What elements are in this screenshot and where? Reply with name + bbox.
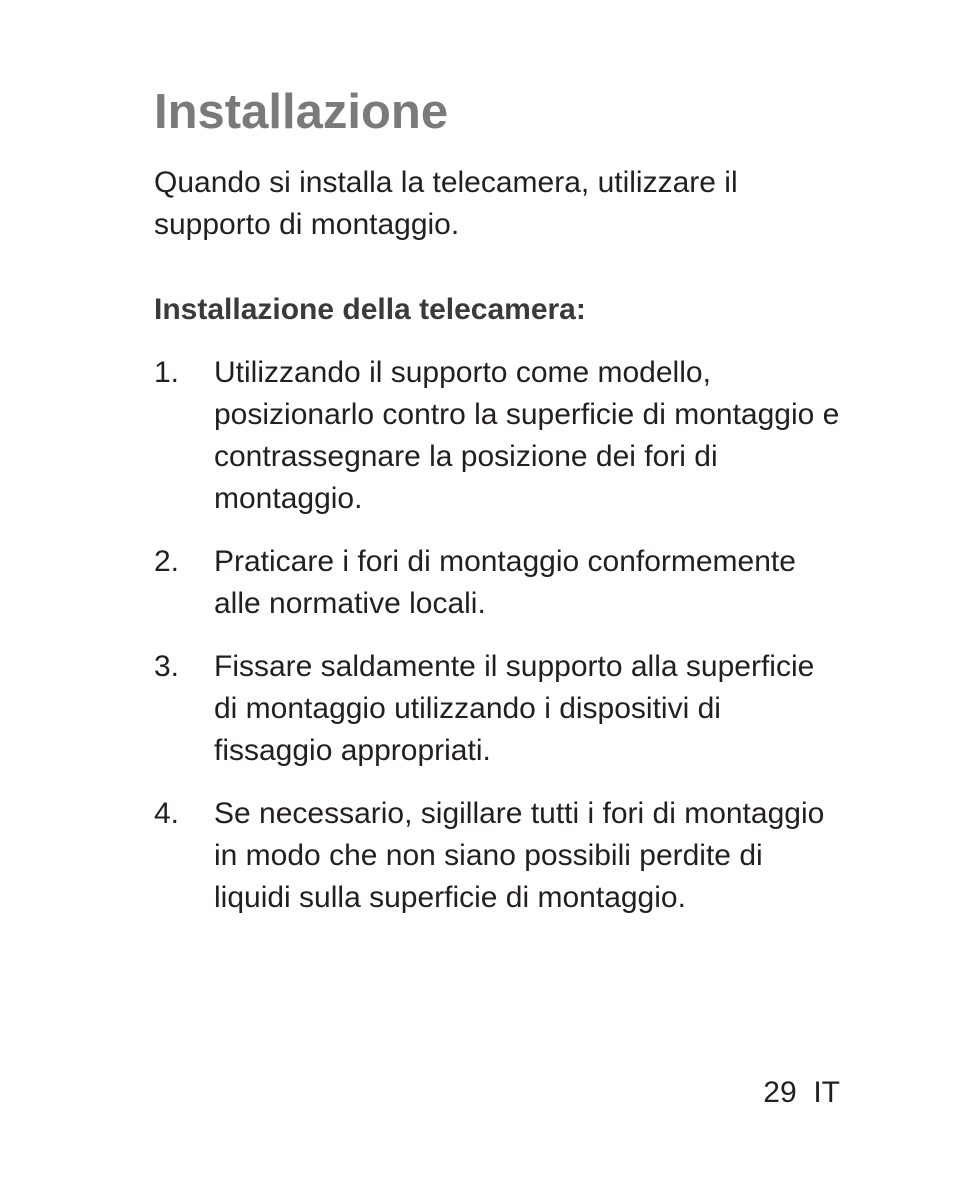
step-item [154, 352, 844, 520]
step-number: 1. [154, 356, 180, 389]
page-footer [763, 1072, 840, 1114]
step-item [154, 793, 844, 919]
step-text: Fissare saldamente il supporto alla superficie di montaggio utilizzando i dispositivi di fissaggio appropriati. [214, 650, 815, 767]
installation-steps-list [154, 352, 844, 940]
step-text: Se necessario, sigillare tutti i fori di montaggio in modo che non siano possibili perdite di liquidi sulla superficie di montaggio. [214, 797, 825, 914]
section-subheading: Installazione della telecamera: [154, 293, 586, 326]
step-number: 3. [154, 650, 180, 683]
language-code: IT [813, 1076, 840, 1109]
page-number: 29 [763, 1076, 797, 1109]
step-item [154, 541, 844, 625]
intro-paragraph: Quando si installa la telecamera, utilizzare il supporto di montaggio. [154, 166, 738, 241]
step-text: Utilizzando il supporto come modello, posizionarlo contro la superficie di montaggio e contrassegnare la posizione dei fori di montaggio. [214, 356, 840, 515]
step-number: 2. [154, 545, 180, 578]
step-text: Praticare i fori di montaggio conformemente alle normative locali. [214, 545, 796, 620]
page-title: Installazione [154, 85, 449, 139]
step-number: 4. [154, 797, 180, 830]
step-item [154, 646, 844, 772]
